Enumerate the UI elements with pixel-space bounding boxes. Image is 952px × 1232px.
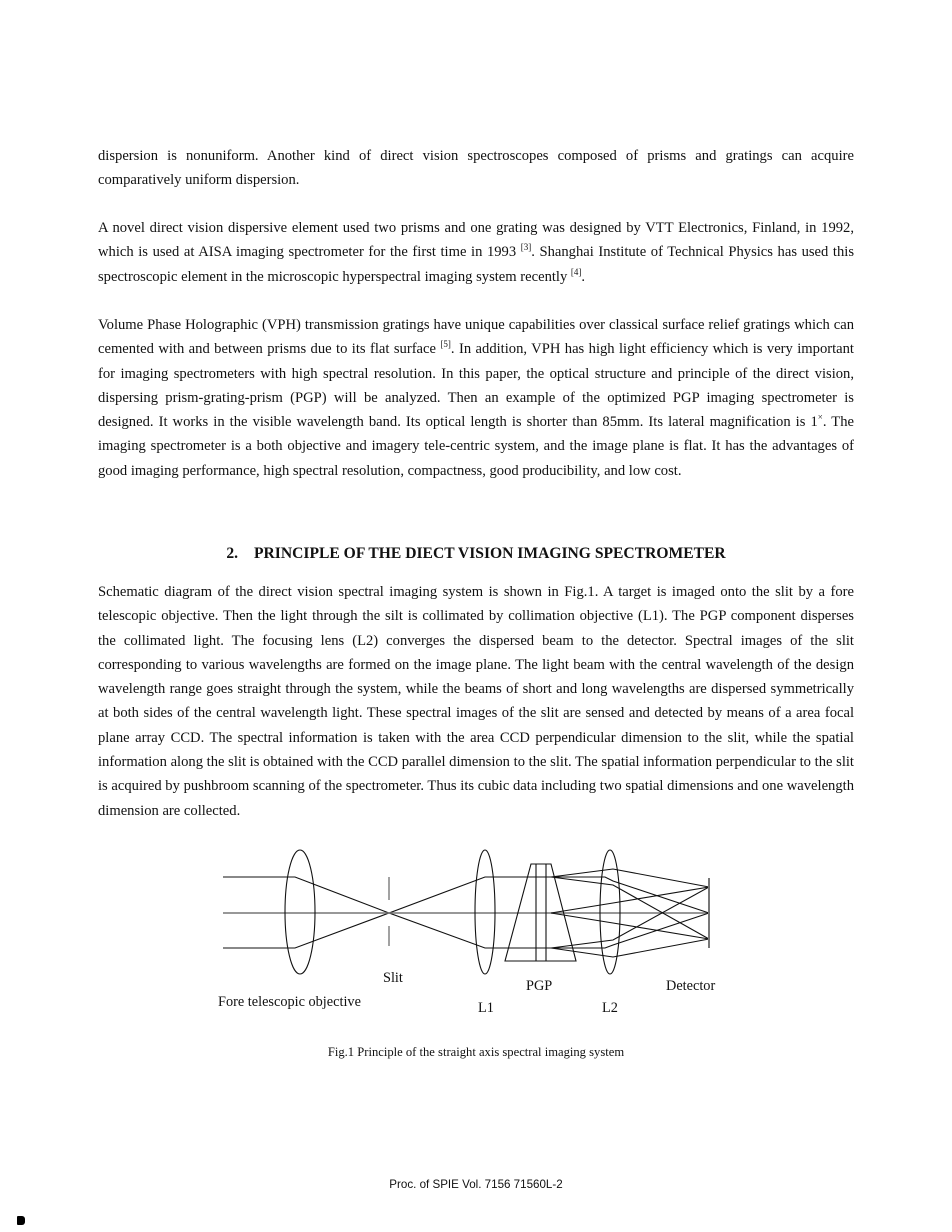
label-fore-objective: Fore telescopic objective xyxy=(218,994,361,1010)
paragraph-text: . Shanghai Institute of Technical Physics has used this spectroscopic element in the microscopic hyperspectral imaging system recently xyxy=(98,244,855,285)
label-l1: L1 xyxy=(478,1000,494,1016)
citation-ref: [4] xyxy=(570,266,582,277)
figure-caption: Fig.1 Principle of the straight axis spectral imaging system xyxy=(327,1045,625,1059)
label-pgp: PGP xyxy=(526,978,553,994)
dispersed-ray xyxy=(551,913,709,939)
label-l2: L2 xyxy=(602,1000,618,1016)
magnification-superscript: × xyxy=(817,412,823,423)
dispersed-ray xyxy=(551,939,709,957)
dispersed-ray xyxy=(551,913,709,948)
paragraph-novel-element xyxy=(98,216,854,289)
dispersed-ray xyxy=(551,877,709,939)
label-detector: Detector xyxy=(666,978,716,994)
dispersed-ray xyxy=(551,887,709,913)
paragraph-text: Schematic diagram of the direct vision spectral imaging system is shown in Fig.1. A target is imaged onto the slit by a fore telescopic objective. Then the light through the silt is collimated by collimation objective (L1). The PGP component disperses the collimated light. The focusing lens (L2) converges the dispersed beam to the detector. Spectral images of the slit corresponding to various wavelengths are formed on the image plane. The light beam with the central wavelength of the design wavelength range goes straight through the system, while the beams of short and long wavelengths are dispersed symmetrically at both sides of the central wavelength light. These spectral images of the slit are sensed and detected by means of a area focal plane array CCD. The spectral information is taken with the area CCD perpendicular dimension to the slit, while the spatial information along the slit is obtained with the CCD parallel dimension to the slit. The spatial information perpendicular to the slit is acquired by pushbroom scanning of the spectrometer. Thus its cubic data including two spatial dimensions and one wavelength dimension are collected. xyxy=(98,584,854,819)
l2-lens xyxy=(600,850,620,974)
scan-mark xyxy=(17,1216,25,1225)
paragraph-text: Volume Phase Holographic (VPH) transmission gratings have unique capabilities over classical surface relief gratings which can cemented with and between prisms due to its flat surface xyxy=(98,317,854,358)
paragraph-text: . In addition, VPH has high light efficiency which is very important for imaging spectrometers with high spectral resolution. In this paper, the optical structure and principle of the direct vision, dispersing prism-grating-prism (PGP) will be analyzed. Then an example of the optimized PGP imaging spectrometer is designed. It works in the visible wavelength band. Its optical length is shorter than 85mm. Its lateral magnification is 1 xyxy=(98,341,854,431)
dispersed-ray xyxy=(551,877,709,913)
pgp-prism xyxy=(505,864,576,961)
incoming-ray-bottom xyxy=(223,913,551,948)
paragraph-dispersion xyxy=(98,144,854,193)
l1-lens xyxy=(475,850,495,974)
incoming-ray-top xyxy=(223,877,551,913)
dispersed-ray xyxy=(551,887,709,948)
citation-ref: [3] xyxy=(520,242,532,253)
section-title: PRINCIPLE OF THE DIECT VISION IMAGING SPECTROMETER xyxy=(254,545,726,562)
fore-objective-lens xyxy=(285,850,315,974)
section-number: 2. xyxy=(226,545,239,562)
paragraph-text: . The imaging spectrometer is a both objective and imagery tele-centric system, and the image plane is flat. It has the advantages of good imaging performance, high spectral resolution, compactness, good producibility, and low cost. xyxy=(98,414,854,479)
page-footer: Proc. of SPIE Vol. 7156 71560L-2 xyxy=(389,1178,563,1191)
paragraph-schematic xyxy=(98,580,854,823)
paragraph-text: dispersion is nonuniform. Another kind of direct vision spectroscopes composed of prisms and gratings can acquire comparatively uniform dispersion. xyxy=(98,148,854,189)
paragraph-vph xyxy=(98,313,854,483)
section-heading xyxy=(98,545,854,563)
paragraph-text: . xyxy=(581,268,586,285)
dispersed-ray xyxy=(551,869,709,887)
label-slit: Slit xyxy=(383,970,403,986)
paragraph-text: A novel direct vision dispersive element used two prisms and one grating was designed by VTT Electronics, Finland, in 1992, which is used at AISA imaging spectrometer for the first time in 1993 xyxy=(98,220,854,261)
citation-ref: [5] xyxy=(440,339,451,350)
